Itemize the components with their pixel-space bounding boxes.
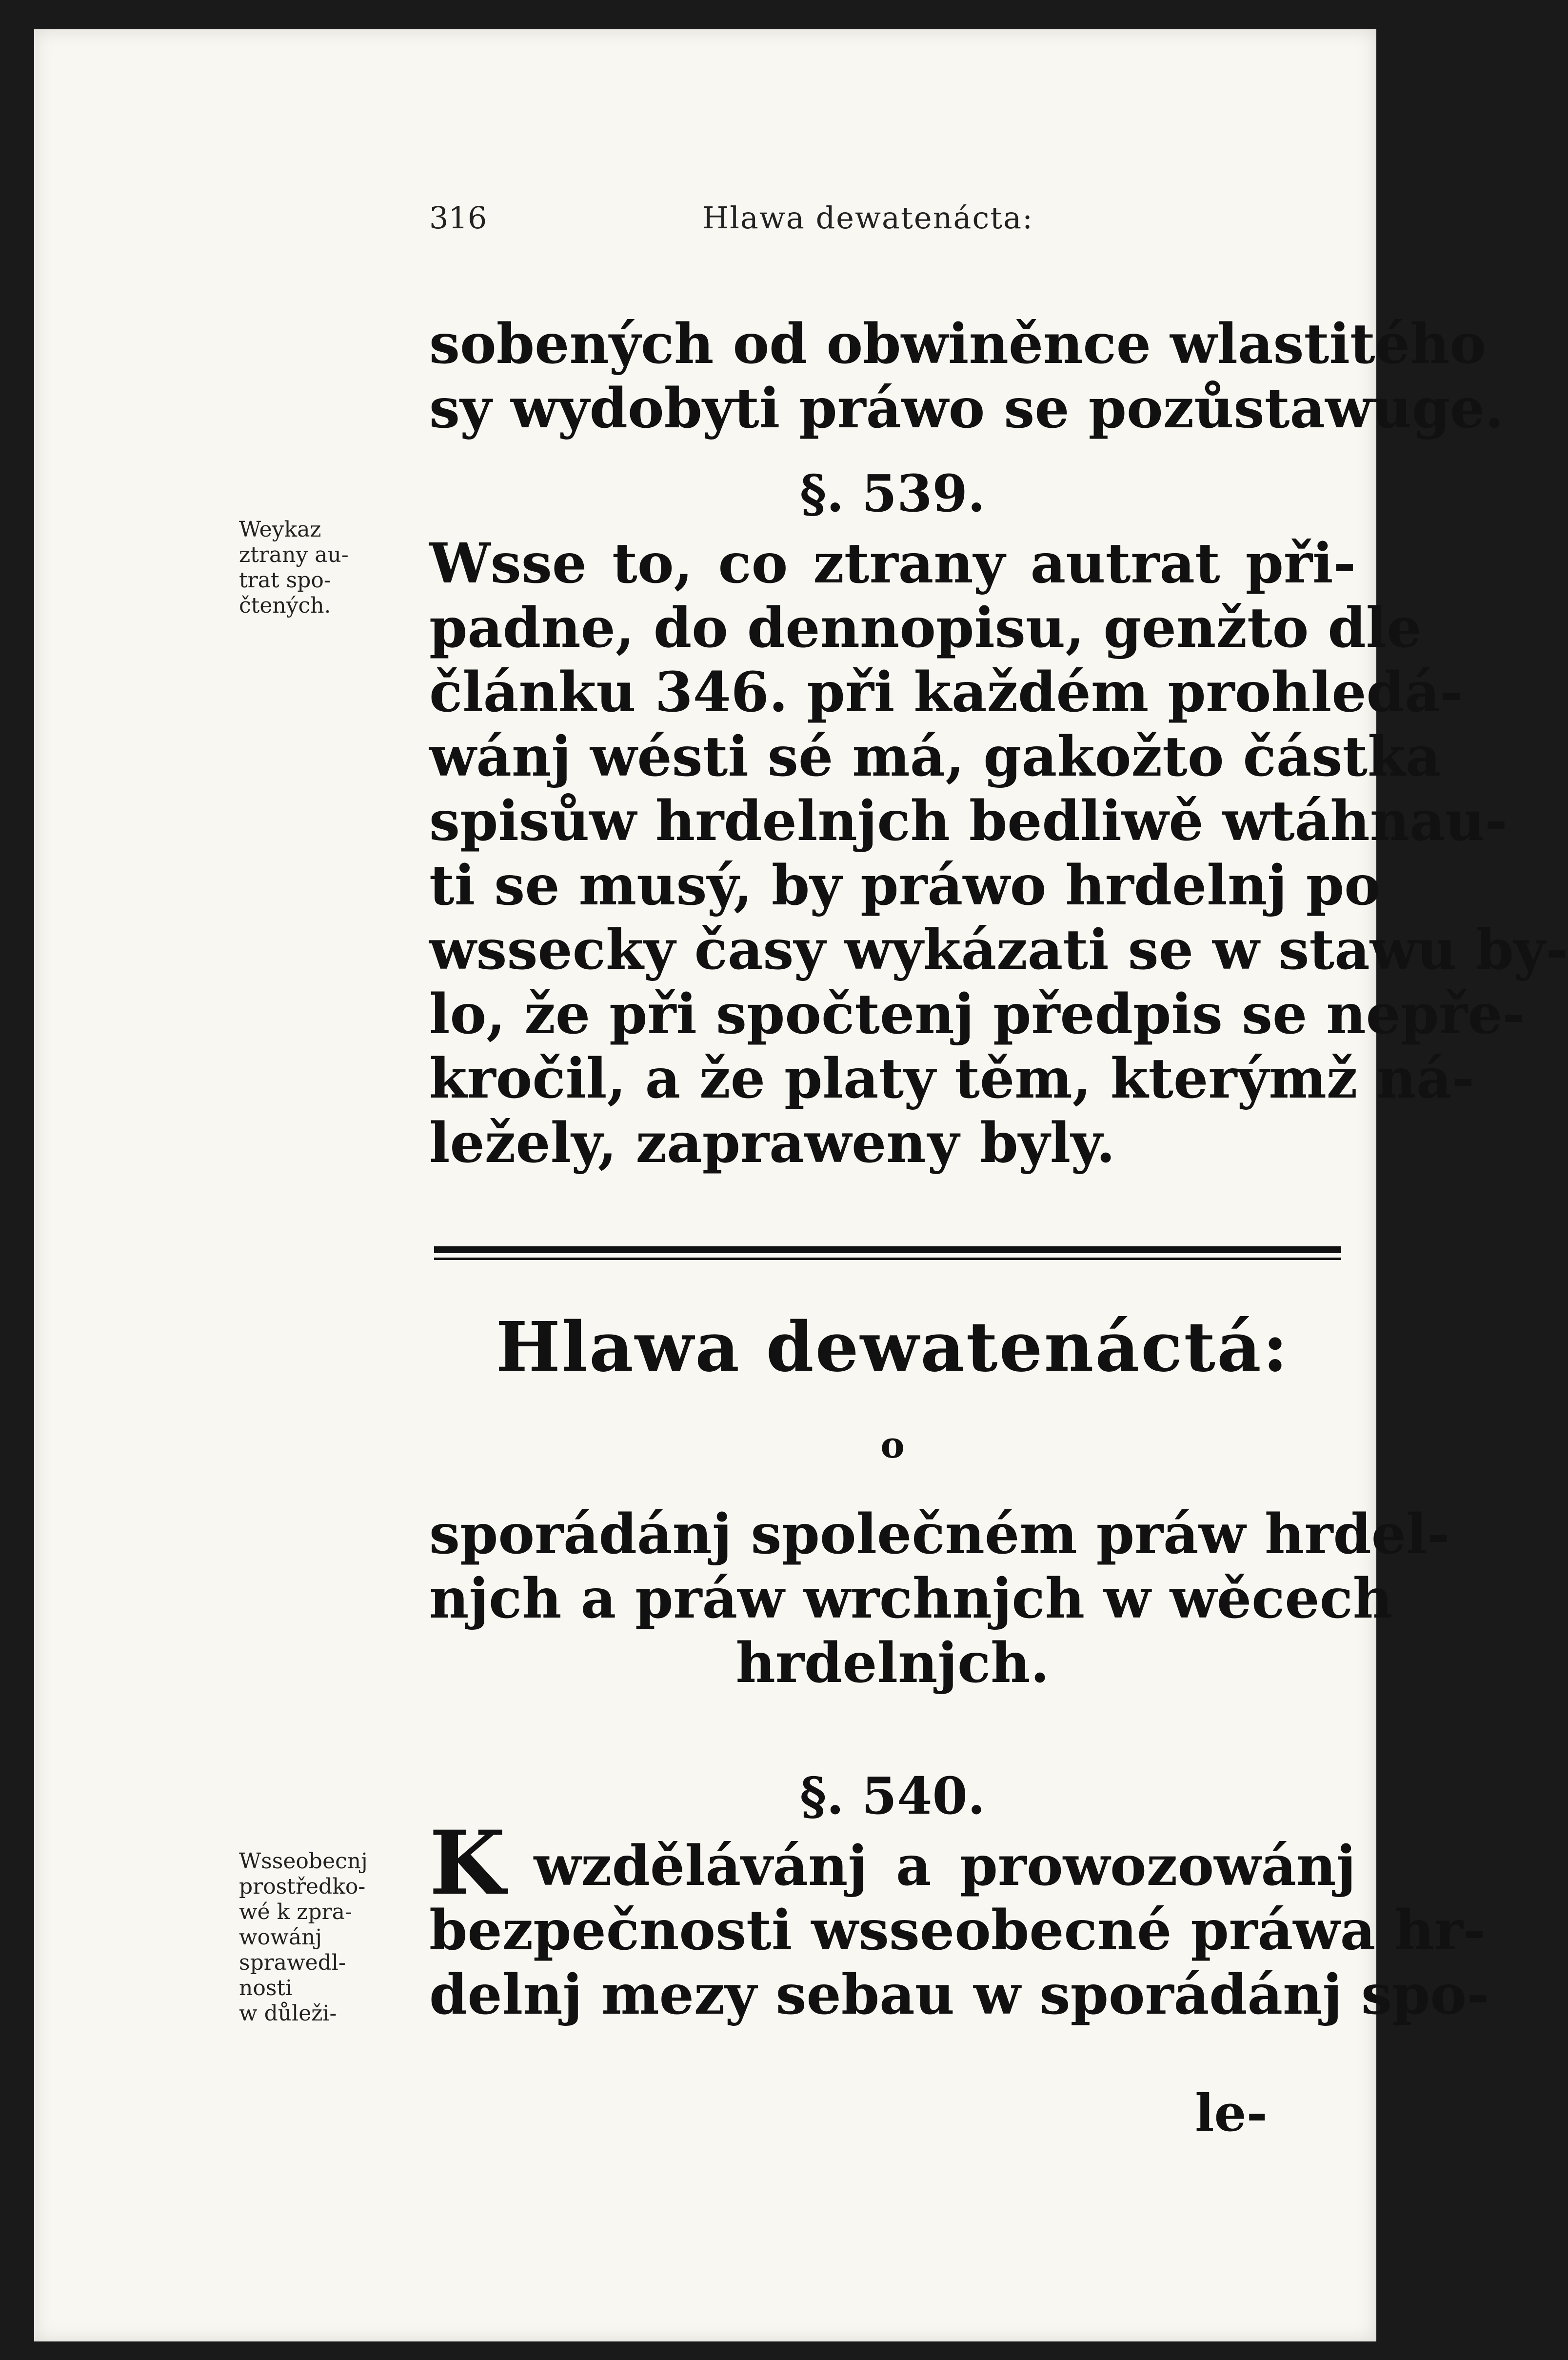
chapter-title: Hlawa dewatenáctá: [496, 1307, 1290, 1387]
text-line: ti se musý, by práwo hrdelnj po [429, 854, 1381, 918]
chapter-divider-thin [434, 1258, 1341, 1260]
text-line: kročil, a že platy těm, kterýmž ná- [429, 1047, 1474, 1111]
chapter-divider-thick [434, 1246, 1341, 1253]
text-line: delnj mezy sebau w sporádánj spo- [429, 1963, 1489, 2027]
text-line: Wsse to, co ztrany autrat při- [429, 532, 1356, 596]
section-heading-540: §. 540. [799, 1766, 986, 1826]
page-header [429, 200, 1161, 249]
paragraph-continuation [429, 312, 1504, 441]
section-heading-539: §. 539. [799, 463, 986, 523]
margin-note-line: Weykaz [239, 517, 321, 542]
text-line-rest: wzdělávánj a prowozowánj [505, 1834, 1356, 1898]
margin-note-line: čtených. [239, 593, 331, 618]
margin-note-line: sprawedl- [239, 1950, 346, 1975]
margin-note-line: wé k zpra- [239, 1900, 352, 1924]
book-page [34, 29, 1568, 2341]
subtitle-line: njch a práw wrchnjch w wěcech [429, 1567, 1393, 1631]
text-line: lo, že při spočtenj předpis se nepře- [429, 982, 1525, 1046]
text-line: wánj wésti sé má, gakožto částka [429, 725, 1441, 789]
text-line [429, 1812, 1356, 1915]
margin-note-line: wowánj [239, 1925, 322, 1950]
margin-note-540 [239, 1849, 415, 2026]
text-line: wssecky časy wykázati se w stawu by- [429, 918, 1568, 982]
text-line: padne, do dennopisu, genžto dle [429, 596, 1422, 660]
text-line: spisůw hrdelnjch bedliwě wtáhnau- [429, 789, 1508, 853]
chapter-connector: o [880, 1424, 905, 1466]
text-line: ležely, zaprawenу byly. [429, 1111, 1115, 1175]
catchword: le- [1195, 2083, 1268, 2143]
margin-note-line: nosti [239, 1976, 293, 2000]
drop-initial: K [429, 1812, 506, 1915]
margin-note-line: trat spo- [239, 568, 331, 593]
subtitle-line: sporádánj společném práw hrdel- [429, 1502, 1450, 1566]
text-line: sy wydobyti práwo se pozůstawuge. [429, 377, 1504, 440]
page-number: 316 [429, 200, 487, 236]
section-539-text [429, 532, 1568, 1176]
text-line: sobených od obwiněnce wlastitého [429, 312, 1486, 376]
text-line: článku 346. při každém prohledá- [429, 660, 1463, 724]
running-title: Hlawa dewatenácta: [702, 200, 1034, 236]
margin-note-line: w důleži- [239, 2001, 337, 2026]
margin-note-line: prostředko- [239, 1874, 366, 1899]
margin-note-line: Wsseobecnj [239, 1849, 368, 1874]
section-540-text [429, 1812, 1489, 2027]
margin-note-539 [239, 517, 400, 619]
margin-note-line: ztrany au- [239, 542, 349, 567]
subtitle-line: hrdelnjch. [735, 1631, 1050, 1695]
text-line: bezpečnosti wsseobecné práwa hr- [429, 1899, 1486, 1962]
chapter-subtitle [429, 1502, 1450, 1696]
